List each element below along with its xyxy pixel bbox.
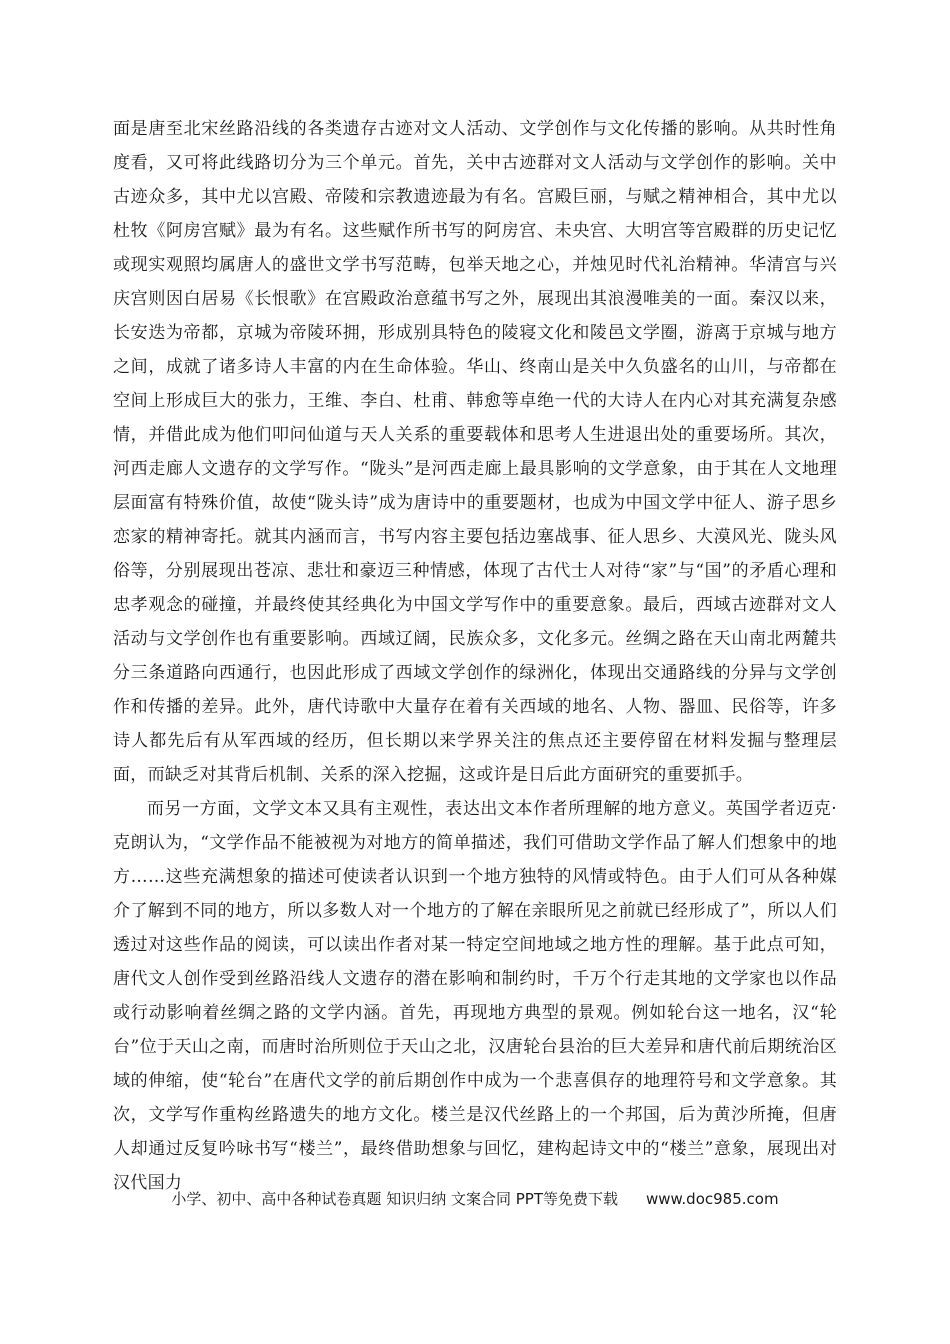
footer-site-link[interactable]: www.doc985.com [645, 1190, 779, 1208]
paragraph-1: 面是唐至北宋丝路沿线的各类遗存古迹对文人活动、文学创作与文化传播的影响。从共时性角度看，又可将此线路切分为三个单元。首先，关中古迹群对文人活动与文学创作的影响。关中古迹众多，其中尤以宫殿、帝陵和宗教遗迹最为有名。宫殿巨丽，与赋之精神相合，其中尤以杜牧《阿房宫赋》最为有名。这些赋作所书写的阿房宫、未央宫、大明宫等宫殿群的历史记忆或现实观照均属唐人的盛世文学书写范畴，包举天地之心，并烛见时代礼治精神。华清宫与兴庆宫则因白居易《长恨歌》在宫殿政治意蕴书写之外，展现出其浪漫唯美的一面。秦汉以来，长安迭为帝都，京城为帝陵环拥，形成别具特色的陵寝文化和陵邑文学圈，游离于京城与地方之间，成就了诸多诗人丰富的内在生命体验。华山、终南山是关中久负盛名的山川，与帝都在空间上形成巨大的张力，王维、李白、杜甫、韩愈等卓绝一代的大诗人在内心对其充满复杂感情，并借此成为他们叩问仙道与天人关系的重要载体和思考人生进退出处的重要场所。其次，河西走廊人文遗存的文学写作。“陇头”是河西走廊上最具影响的文学意象，由于其在人文地理层面富有特殊价值，故使“陇头诗”成为唐诗中的重要题材，也成为中国文学中征人、游子思乡恋家的精神寄托。就其内涵而言，书写内容主要包括边塞战事、征人思乡、大漠风光、陇头风俗等，分别展现出苍凉、悲壮和豪迈三种情感，体现了古代士人对待“家”与“国”的矛盾心理和忠孝观念的碰撞，并最终使其经典化为中国文学写作中的重要意象。最后，西域古迹群对文人活动与文学创作也有重要影响。西域辽阔，民族众多，文化多元。丝绸之路在天山南北两麓共分三条道路向西通行，也因此形成了西域文学创作的绿洲化，体现出交通路线的分异与文学创作和传播的差异。此外，唐代诗歌中大量存在着有关西域的地名、人物、器皿、民俗等，许多诗人都先后有从军西域的经历，但长期以来学界关注的焦点还主要停留在材料发掘与整理层面，而缺乏对其背后机制、关系的深入挖掘，这或许是日后此方面研究的重要抓手。 [113, 119, 837, 785]
page-footer [0, 1188, 950, 1209]
paragraph-2: 而另一方面，文学文本又具有主观性，表达出文本作者所理解的地方意义。英国学者迈克·克朗认为，“文学作品不能被视为对地方的简单描述，我们可借助文学作品了解人们想象中的地方……这些充满想象的描述可使读者认识到一个地方独特的风情或特色。由于人们可从各种媒介了解到不同的地方，所以多数人对一个地方的了解在亲眼所见之前就已经形成了”，所以人们透过对这些作品的阅读，可以读出作者对某一特定空间地域之地方性的理解。基于此点可知，唐代文人创作受到丝路沿线人文遗存的潜在影响和制约时，千万个行走其地的文学家也以作品或行动影响着丝绸之路的文学内涵。首先，再现地方典型的景观。例如轮台这一地名，汉“轮台”位于天山之南，而唐时治所则位于天山之北，汉唐轮台县治的巨大差异和唐代前后期统治区域的伸缩，使“轮台”在唐代文学的前后期创作中成为一个悲喜俱存的地理符号和文学意象。其次，文学写作重构丝路遗失的地方文化。楼兰是汉代丝路上的一个邦国，后为黄沙所掩，但唐人却通过反复吟咏书写“楼兰”，最终借助想象与回忆，建构起诗文中的“楼兰”意象，展现出对汉代国力 [113, 799, 837, 1193]
document-body [113, 112, 837, 1200]
footer-text: 小学、初中、高中各种试卷真题 知识归纳 文案合同 PPT等免费下载 [171, 1190, 618, 1208]
